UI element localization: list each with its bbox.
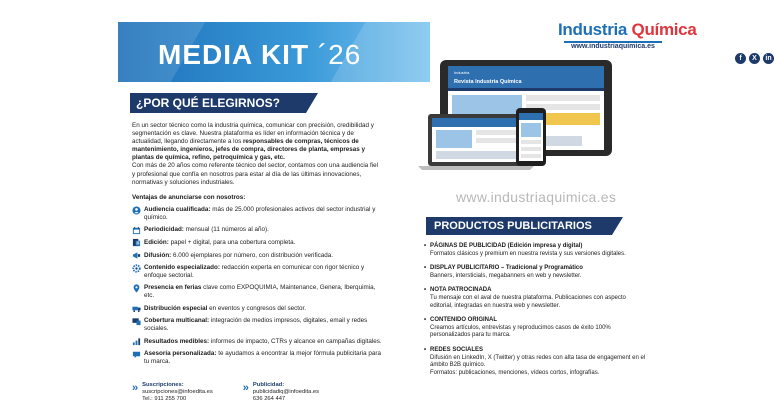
intro-p1-a: En un sector técnico como la industria química, comunicar con precisión, credibilidad y segmentación es clave. Nuestra plataforma es líder en información técnica y de actualidad, llegando directamente a los xyxy=(132,122,374,146)
product-title: • REDES SOCIALES xyxy=(430,347,650,355)
x-twitter-icon[interactable]: X xyxy=(749,53,760,64)
edition-icon xyxy=(132,238,141,247)
product-desc: Creamos artículos, entrevistas y reproducimos casos de éxito 100% personalizados para tu marca. xyxy=(430,324,611,339)
title-year: ´26 xyxy=(317,39,362,70)
chevron-right-icon: » xyxy=(242,382,249,394)
site-thumb xyxy=(542,136,582,146)
products-heading: PRODUCTOS PUBLICITARIOS xyxy=(426,217,612,235)
subscriptions-email[interactable]: suscripciones@infoedita.es xyxy=(142,389,213,395)
location-icon xyxy=(132,284,141,293)
product-title: • NOTA PATROCINADA xyxy=(430,287,650,295)
brand-name-part1: Industria xyxy=(558,20,632,39)
laptop-header xyxy=(432,118,520,127)
advantage-label: Edición: xyxy=(144,238,169,246)
list-item xyxy=(430,317,650,340)
list-item xyxy=(132,206,382,222)
megaphone-icon xyxy=(132,251,141,260)
advantage-label: Asesoría personalizada: xyxy=(144,350,217,358)
advantage-text: en eventos y congresos del sector. xyxy=(207,304,307,312)
phone-block xyxy=(521,140,541,144)
chevron-right-icon: » xyxy=(132,382,139,394)
laptop-block xyxy=(476,138,516,143)
laptop-base xyxy=(418,166,534,170)
intro-p2: Con más de 20 años como referente técnico del sector, contamos con una audiencia fiel y profesional que confía en nosotros para estar al día de las últimas innovaciones, normativas y soluciones industriales. xyxy=(132,162,379,186)
product-desc: Tu mensaje con el aval de nuestra plataforma. Publicaciones con aspecto editorial, integradas en nuestra web y newsletter. xyxy=(430,294,626,309)
advertising-label: Publicidad: xyxy=(252,382,285,388)
distribution-icon xyxy=(132,304,141,313)
page-title xyxy=(158,39,361,71)
advantage-text: te ayudamos a encontrar la mejor fórmula publicitaria para tu marca. xyxy=(144,350,381,366)
list-item xyxy=(430,265,650,280)
advice-icon xyxy=(132,350,141,359)
advantage-label: Distribución especial xyxy=(144,304,208,312)
brand-url: www.industriaquimica.es xyxy=(564,41,662,50)
list-item xyxy=(132,317,382,333)
products-list xyxy=(430,243,650,384)
advantage-label: Resultados medibles: xyxy=(144,337,210,345)
multichannel-icon xyxy=(132,317,141,326)
list-item xyxy=(132,264,382,280)
list-item xyxy=(132,338,382,347)
product-desc: Formatos clásicos y premium en nuestra revista y sus versiones digitales. xyxy=(430,250,626,257)
advantage-text: mensual (11 números al año). xyxy=(183,226,269,234)
advantage-text: integración de medios impresos, digitales, email y redes sociales. xyxy=(144,317,368,333)
list-item xyxy=(132,239,382,248)
list-item xyxy=(430,287,650,310)
title-text: MEDIA KIT xyxy=(158,39,310,70)
product-desc: Formatos: publicaciones, menciones, vídeos cortos, infografías. xyxy=(430,369,600,376)
site-block xyxy=(526,95,600,101)
media-kit-page xyxy=(118,10,772,402)
phone-image xyxy=(521,123,541,137)
brand-logo[interactable] xyxy=(558,20,697,50)
advantage-label: Presencia en ferias xyxy=(144,284,202,292)
audience-icon xyxy=(132,206,141,215)
advantages-list xyxy=(132,206,382,370)
advantage-text: redacción experta en comunicar con rigor técnico y enfoque sectorial. xyxy=(144,264,365,280)
subscriptions-phone[interactable]: Tel.: 911 255 700 xyxy=(142,396,187,402)
product-title: • CONTENIDO ORIGINAL xyxy=(430,317,650,325)
advantage-text: papel + digital, para una cobertura completa. xyxy=(168,238,296,246)
why-heading: ¿POR QUÉ ELEGIRNOS? xyxy=(130,93,306,113)
subscriptions-contact xyxy=(132,382,213,403)
brand-name-part2: Química xyxy=(631,20,697,39)
product-title: • DISPLAY PUBLICITARIO – Tradicional y Programático xyxy=(430,265,650,273)
title-banner xyxy=(118,22,430,82)
advantage-text: 6.000 ejemplares por número, con distribución verificada. xyxy=(171,251,334,259)
phone-block xyxy=(521,154,541,158)
phone-block xyxy=(521,147,541,151)
product-desc: Difusión en LinkedIn, X (Twitter) y otras redes con alta tasa de engagement en el ámbito B2B químico. xyxy=(430,354,646,369)
intro-text xyxy=(132,122,382,187)
advantage-label: Audiencia cualificada: xyxy=(144,206,211,213)
advantage-text: clave como EXPOQUIMIA, Maintenance, Genera, Iberquimia, etc. xyxy=(144,284,376,300)
chart-icon xyxy=(132,337,141,346)
product-title: • PÁGINAS DE PUBLICIDAD (Edición impresa y digital) xyxy=(430,243,650,251)
list-item xyxy=(132,252,382,261)
site-nav xyxy=(448,88,604,91)
laptop-image xyxy=(436,130,472,148)
social-links xyxy=(735,53,774,64)
advertising-phone[interactable]: 636 264 447 xyxy=(252,396,286,402)
contacts xyxy=(132,382,402,403)
advantage-label: Cobertura multicanal: xyxy=(144,317,210,325)
intro-p1-b: responsables de compras, técnicos de mantenimiento, ingenieros, jefes de compra, directores de planta, empresas y plantas de química, refino, petroquímica y gas, etc. xyxy=(132,138,366,162)
advertising-email[interactable]: publicidadiq@infoedita.es xyxy=(252,389,320,395)
website-url[interactable]: www.industriaquimica.es xyxy=(456,189,617,205)
phone-header xyxy=(519,113,543,120)
linkedin-icon[interactable]: in xyxy=(763,53,774,64)
list-item xyxy=(132,350,382,366)
advantage-label: Difusión: xyxy=(144,251,172,259)
list-item xyxy=(132,226,382,235)
list-item xyxy=(430,347,650,377)
gear-icon xyxy=(132,264,141,273)
calendar-icon xyxy=(132,226,141,235)
brand-name xyxy=(558,20,697,40)
product-desc: Banners, intersticials, megabanners en web y newsletter. xyxy=(430,272,582,279)
list-item xyxy=(430,243,650,258)
laptop-block xyxy=(476,130,516,135)
advantages-title: Ventajas de anunciarse con nosotros: xyxy=(132,194,246,201)
site-title-text: Revista Industria Química xyxy=(454,79,522,85)
list-item xyxy=(132,305,382,314)
list-item xyxy=(132,284,382,300)
laptop-block xyxy=(436,151,516,159)
advantage-text: informes de impacto, CTRs y alcance en campañas digitales. xyxy=(209,337,382,345)
site-logo-text: Industria xyxy=(454,70,470,75)
advantage-label: Periodicidad: xyxy=(144,226,184,234)
device-mockup xyxy=(418,58,638,170)
facebook-icon[interactable]: f xyxy=(735,53,746,64)
subscriptions-label: Suscripciones: xyxy=(142,382,184,388)
advantage-label: Contenido especializado: xyxy=(144,264,220,272)
advantage-text: más de 25.000 profesionales activos del sector industrial y químico. xyxy=(144,206,376,221)
advertising-contact xyxy=(243,382,319,403)
